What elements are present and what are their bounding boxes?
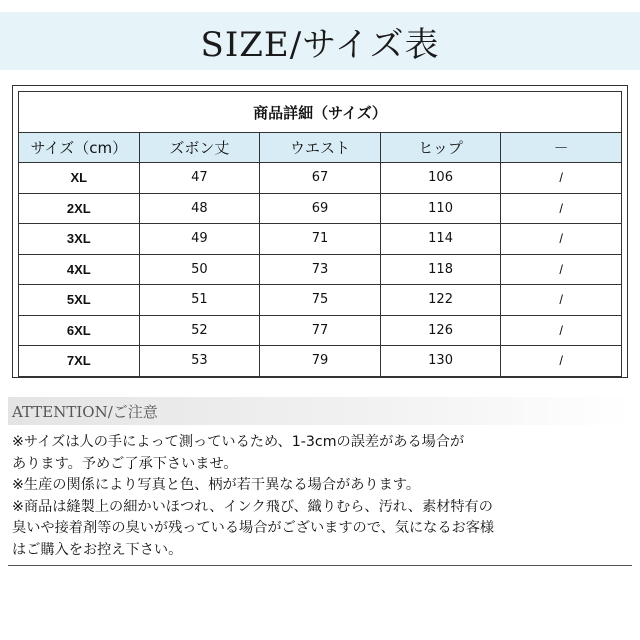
table-header-row bbox=[19, 133, 622, 163]
attention-banner bbox=[8, 397, 632, 425]
cell-length: 51 bbox=[139, 285, 260, 316]
cell-waist: 77 bbox=[260, 315, 381, 346]
cell-extra: / bbox=[501, 285, 622, 316]
cell-waist: 71 bbox=[260, 224, 381, 255]
cell-extra: / bbox=[501, 346, 622, 377]
cell-hip: 122 bbox=[380, 285, 501, 316]
cell-extra: / bbox=[501, 163, 622, 194]
table-row bbox=[19, 163, 622, 194]
size-table bbox=[18, 91, 622, 377]
cell-hip: 106 bbox=[380, 163, 501, 194]
cell-length: 47 bbox=[139, 163, 260, 194]
header-waist: ウエスト bbox=[260, 133, 381, 163]
cell-size: 7XL bbox=[19, 346, 140, 377]
note-line: ※生産の関係により写真と色、柄が若干異なる場合があります。 bbox=[12, 477, 421, 493]
note-line: あります。予めご了承下さいませ。 bbox=[12, 455, 238, 472]
cell-size: 5XL bbox=[19, 285, 140, 316]
title-banner bbox=[0, 12, 640, 70]
cell-waist: 75 bbox=[260, 285, 381, 316]
cell-length: 53 bbox=[139, 346, 260, 377]
cell-length: 50 bbox=[139, 254, 260, 285]
cell-hip: 110 bbox=[380, 193, 501, 224]
cell-hip: 130 bbox=[380, 346, 501, 377]
cell-size: 3XL bbox=[19, 224, 140, 255]
note-line: 臭いや接着剤等の臭いが残っている場合がございますので、気になるお客様 bbox=[12, 520, 495, 536]
table-row bbox=[19, 193, 622, 224]
cell-size: 4XL bbox=[19, 254, 140, 285]
cell-size: 2XL bbox=[19, 193, 140, 224]
cell-size: XL bbox=[19, 163, 140, 194]
table-row bbox=[19, 254, 622, 285]
note-line: ※サイズは人の手によって測っているため、1-3cmの誤差がある場合が bbox=[12, 434, 465, 450]
cell-waist: 73 bbox=[260, 254, 381, 285]
cell-length: 49 bbox=[139, 224, 260, 255]
cell-hip: 118 bbox=[380, 254, 501, 285]
table-row bbox=[19, 315, 622, 346]
table-caption: 商品詳細（サイズ） bbox=[19, 92, 622, 133]
page-title: SIZE/サイズ表 bbox=[200, 24, 440, 65]
cell-length: 48 bbox=[139, 193, 260, 224]
cell-length: 52 bbox=[139, 315, 260, 346]
cell-waist: 67 bbox=[260, 163, 381, 194]
cell-extra: / bbox=[501, 315, 622, 346]
note-line: ※商品は縫製上の細かいほつれ、インク飛び、織りむら、汚れ、素材特有の bbox=[12, 498, 493, 515]
cell-extra: / bbox=[501, 193, 622, 224]
header-size: サイズ（cm） bbox=[19, 133, 140, 163]
cell-extra: / bbox=[501, 224, 622, 255]
attention-notes bbox=[12, 432, 632, 561]
table-row bbox=[19, 285, 622, 316]
cell-size: 6XL bbox=[19, 315, 140, 346]
cell-waist: 69 bbox=[260, 193, 381, 224]
cell-hip: 114 bbox=[380, 224, 501, 255]
header-hip: ヒップ bbox=[380, 133, 501, 163]
table-row bbox=[19, 224, 622, 255]
cell-hip: 126 bbox=[380, 315, 501, 346]
header-length: ズボン丈 bbox=[139, 133, 260, 163]
bottom-divider bbox=[8, 565, 632, 566]
header-extra: － bbox=[501, 133, 622, 163]
cell-waist: 79 bbox=[260, 346, 381, 377]
attention-heading: ATTENTION/ご注意 bbox=[12, 402, 158, 421]
table-row bbox=[19, 346, 622, 377]
note-line: はご購入をお控え下さい。 bbox=[12, 541, 183, 558]
size-table-frame bbox=[12, 85, 628, 378]
cell-extra: / bbox=[501, 254, 622, 285]
